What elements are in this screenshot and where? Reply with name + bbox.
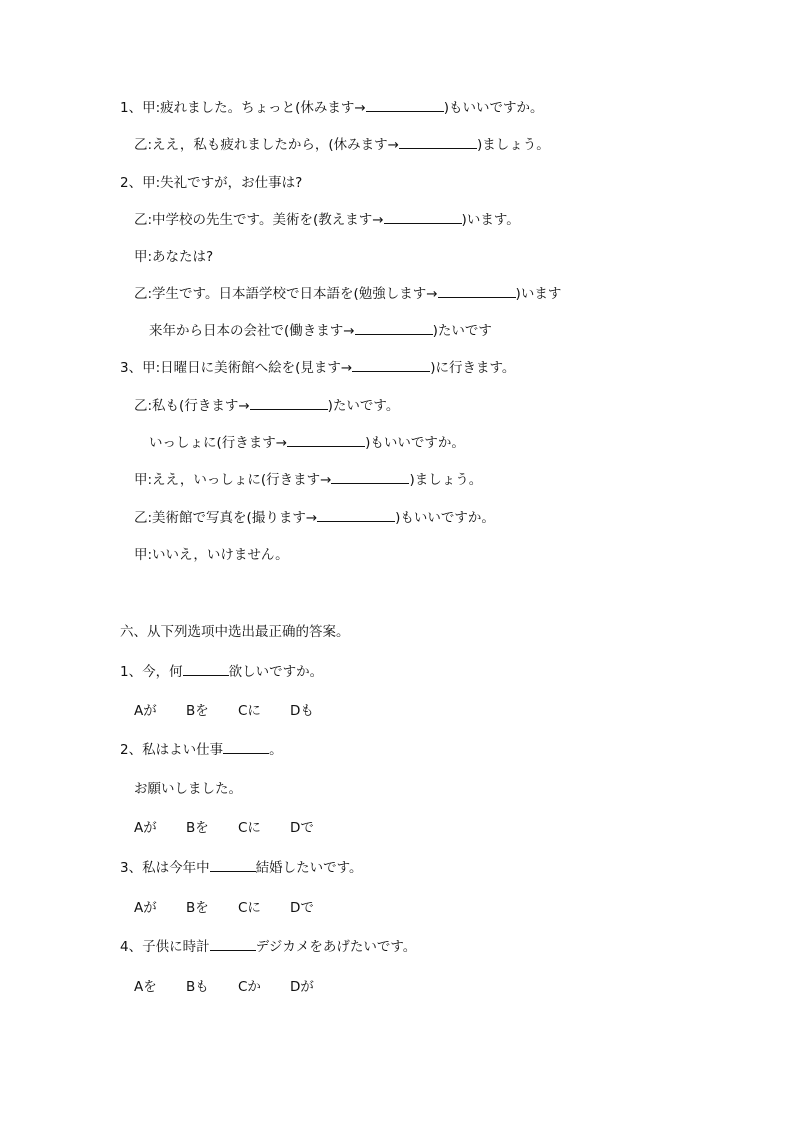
option-d[interactable]: Dも bbox=[290, 703, 314, 719]
answer-blank bbox=[384, 211, 462, 224]
section-heading: 六、从下列选项中选出最正确的答案。 bbox=[120, 624, 350, 640]
option-c[interactable]: Cか bbox=[238, 979, 261, 995]
answer-blank bbox=[183, 663, 229, 676]
answer-blank bbox=[250, 397, 328, 410]
option-c[interactable]: Cに bbox=[238, 900, 261, 916]
answer-blank bbox=[317, 509, 395, 522]
q3-line-3: いっしょに(行きます→ )もいいですか。 bbox=[149, 435, 465, 451]
q3-line-4: 甲:ええ，いっしょに(行きます→ )ましょう。 bbox=[134, 472, 483, 488]
option-c[interactable]: Cに bbox=[238, 820, 261, 836]
q3-line-5: 乙:美術館で写真を(撮ります→ )もいいですか。 bbox=[134, 510, 495, 526]
q3-line-6: 甲:いいえ，いけません。 bbox=[134, 547, 289, 563]
q2-line-5: 来年から日本の会社で(働きます→ )たいです bbox=[149, 323, 492, 339]
answer-blank bbox=[366, 99, 444, 112]
q1-line-1: 1、甲:疲れました。ちょっと(休みます→ )もいいですか。 bbox=[120, 100, 544, 116]
q2-line-3: 甲:あなたは? bbox=[134, 249, 214, 265]
answer-blank bbox=[331, 471, 409, 484]
answer-blank bbox=[355, 322, 433, 335]
option-a[interactable]: Aが bbox=[134, 820, 157, 836]
answer-blank bbox=[438, 285, 516, 298]
answer-blank bbox=[210, 938, 256, 951]
option-b[interactable]: Bを bbox=[186, 820, 209, 836]
choice-q3-options bbox=[134, 898, 342, 918]
option-d[interactable]: Dで bbox=[290, 900, 314, 916]
choice-q2-options bbox=[134, 818, 342, 838]
option-b[interactable]: Bも bbox=[186, 979, 209, 995]
choice-q2: 2、私はよい仕事 。 bbox=[120, 742, 283, 758]
option-a[interactable]: Aが bbox=[134, 703, 157, 719]
q2-line-1: 2、甲:失礼ですが，お仕事は? bbox=[120, 175, 303, 191]
q1-line-2: 乙:ええ，私も疲れましたから，(休みます→ )ましょう。 bbox=[134, 137, 550, 153]
choice-q2-extra: お願いしました。 bbox=[134, 781, 242, 797]
choice-q4: 4、子供に時計 デジカメをあげたいです。 bbox=[120, 939, 417, 955]
q2-line-2: 乙:中学校の先生です。美術を(教えます→ )います。 bbox=[134, 212, 520, 228]
option-b[interactable]: Bを bbox=[186, 703, 209, 719]
choice-q1: 1、今，何 欲しいですか。 bbox=[120, 664, 324, 680]
answer-blank bbox=[352, 359, 430, 372]
answer-blank bbox=[399, 136, 477, 149]
answer-blank bbox=[223, 741, 269, 754]
q3-line-1: 3、甲:日曜日に美術館へ絵を(見ます→ )に行きます。 bbox=[120, 360, 516, 376]
option-c[interactable]: Cに bbox=[238, 703, 261, 719]
choice-q4-options bbox=[134, 977, 342, 997]
option-d[interactable]: Dが bbox=[290, 979, 314, 995]
choice-q3: 3、私は今年中 結婚したいです。 bbox=[120, 860, 363, 876]
q3-line-2: 乙:私も(行きます→ )たいです。 bbox=[134, 398, 400, 414]
answer-blank bbox=[287, 434, 365, 447]
option-a[interactable]: Aを bbox=[134, 979, 157, 995]
answer-blank bbox=[210, 859, 256, 872]
q2-line-4: 乙:学生です。日本語学校で日本語を(勉強します→ )います bbox=[134, 286, 562, 302]
option-a[interactable]: Aが bbox=[134, 900, 157, 916]
option-b[interactable]: Bを bbox=[186, 900, 209, 916]
choice-q1-options bbox=[134, 701, 342, 721]
option-d[interactable]: Dで bbox=[290, 820, 314, 836]
